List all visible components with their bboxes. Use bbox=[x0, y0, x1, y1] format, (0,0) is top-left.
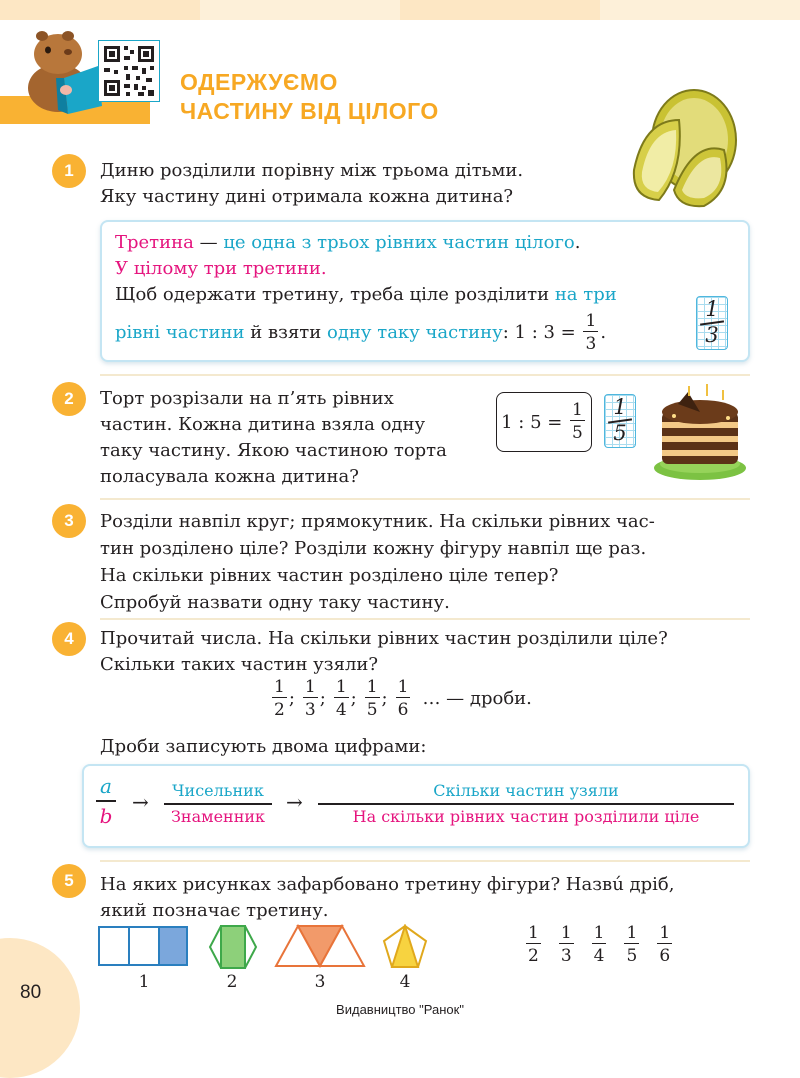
rule-definition: це одна з трьох рівних частин цілого bbox=[223, 232, 575, 253]
task-3-number: 3 bbox=[52, 504, 86, 538]
fraction-denominator: 3 bbox=[560, 946, 572, 966]
scheme-ab bbox=[96, 774, 116, 828]
task-1-line-1: Диню розділили порівну між трьома дітьми. bbox=[100, 160, 524, 181]
top-strip-1 bbox=[0, 0, 200, 20]
top-strip-4 bbox=[600, 0, 800, 20]
rule-line-4-highlight-2: одну таку частину bbox=[327, 322, 503, 343]
fraction-numerator: 1 bbox=[335, 677, 347, 697]
rule-period: . bbox=[574, 232, 581, 253]
publisher: Видавництво "Ранок" bbox=[336, 1002, 464, 1017]
task-2-fraction bbox=[570, 401, 585, 443]
fraction-denominator: 5 bbox=[626, 946, 638, 966]
t5-fraction-1-3 bbox=[559, 924, 574, 966]
fraction-separator: ; bbox=[319, 688, 326, 709]
rule-fraction-denominator: 3 bbox=[585, 334, 597, 354]
scheme-a: a bbox=[100, 774, 112, 798]
fraction-numerator: 1 bbox=[626, 923, 638, 943]
separator-2 bbox=[100, 498, 750, 500]
task-1-text bbox=[100, 158, 523, 210]
task-4-text bbox=[100, 626, 668, 678]
task-2-line-4: поласувала кожна дитина? bbox=[100, 466, 359, 487]
task-3-line-2: тин розділено ціле? Розділи кожну фігуру навпіл ще раз. bbox=[100, 538, 647, 559]
handwritten-fraction-one-third bbox=[696, 296, 728, 350]
task-2-line-3: таку частину. Якою частиною торта bbox=[100, 440, 447, 461]
task-5-line-2: який позначає третину. bbox=[100, 900, 329, 921]
hw-numerator-5: 1 bbox=[613, 395, 627, 419]
fraction-1-5 bbox=[365, 678, 380, 720]
task-4-line-3: Дроби записують двома цифрами: bbox=[100, 736, 427, 757]
scheme-meanings-bar bbox=[318, 803, 734, 805]
t5-fraction-1-5 bbox=[624, 924, 639, 966]
melon-illustration-icon bbox=[624, 80, 744, 210]
rule-fraction bbox=[583, 312, 598, 354]
rule-line-4-highlight-1: рівні частини bbox=[115, 322, 245, 343]
separator-4 bbox=[100, 860, 750, 862]
task-3-line-3: На скільки рівних частин розділено ціле тепер? bbox=[100, 565, 559, 586]
rule-term: Третина bbox=[115, 232, 194, 253]
rule-line-1 bbox=[115, 230, 617, 256]
fraction-numerator: 1 bbox=[528, 923, 539, 943]
task-4-fraction-row bbox=[270, 678, 532, 720]
rule-line-2: У цілому три третини. bbox=[115, 258, 327, 279]
fraction-numerator: 1 bbox=[304, 677, 316, 697]
task-1-rule-text bbox=[115, 230, 617, 308]
task-2-line-1: Торт розрізали на п’ять рівних bbox=[100, 388, 394, 409]
fraction-denominator: 2 bbox=[274, 700, 285, 720]
top-strip-3 bbox=[400, 0, 600, 20]
task-2-number: 2 bbox=[52, 382, 86, 416]
fraction-denominator: 5 bbox=[366, 700, 378, 720]
title-line-1: ОДЕРЖУЄМО bbox=[180, 69, 338, 95]
hw-denominator-5: 5 bbox=[613, 421, 627, 445]
rule-line-3 bbox=[115, 282, 617, 308]
task-2-fraction-numerator: 1 bbox=[572, 400, 583, 420]
shape-2-label: 2 bbox=[226, 972, 238, 992]
fraction-numerator: 1 bbox=[560, 923, 572, 943]
fraction-numerator: 1 bbox=[593, 923, 605, 943]
fraction-denominator: 4 bbox=[593, 946, 605, 966]
fraction-1-6 bbox=[396, 678, 411, 720]
shape-1-rectangle-icon bbox=[98, 926, 190, 968]
task-4-number: 4 bbox=[52, 622, 86, 656]
t5-fraction-1-6 bbox=[657, 924, 672, 966]
hw-numerator: 1 bbox=[705, 297, 719, 321]
scheme-bottom-text: На скільки рівних частин розділили ціле bbox=[352, 806, 700, 826]
fractions-tail: … — дроби. bbox=[422, 688, 532, 709]
rule-line-4 bbox=[115, 312, 606, 354]
task-2-text bbox=[100, 386, 447, 490]
fraction-numerator: 1 bbox=[274, 677, 285, 697]
task-4-line-2: Скільки таких частин узяли? bbox=[100, 654, 379, 675]
task-2-line-2: частин. Кожна дитина взяла одну bbox=[100, 414, 426, 435]
task-1-line-2: Яку частину дині отримала кожна дитина? bbox=[100, 186, 514, 207]
cake-illustration-icon bbox=[648, 378, 752, 482]
task-2-fraction-denominator: 5 bbox=[572, 423, 583, 443]
rule-fraction-numerator: 1 bbox=[585, 311, 597, 331]
rule-line-4-period: . bbox=[600, 322, 607, 343]
fraction-separator: ; bbox=[381, 688, 388, 709]
scheme-numerator: Чисельник bbox=[172, 781, 264, 800]
page-number: 80 bbox=[20, 982, 42, 1003]
shape-3-label: 3 bbox=[314, 972, 326, 992]
scheme-ab-bar bbox=[96, 800, 116, 802]
scheme-terms-bar bbox=[164, 803, 272, 805]
scheme-terms bbox=[164, 780, 272, 828]
task-3-line-4: Спробуй назвати одну таку частину. bbox=[100, 592, 450, 613]
scheme-denominator: Знаменник bbox=[170, 806, 266, 826]
shape-1-label: 1 bbox=[138, 972, 150, 992]
rule-expression: : 1 : 3 = bbox=[502, 322, 582, 343]
fraction-denominator: 6 bbox=[397, 700, 409, 720]
scheme-arrow-2: → bbox=[286, 790, 303, 814]
task-4-line-1: Прочитай числа. На скільки рівних частин розділили ціле? bbox=[100, 628, 668, 649]
fraction-1-2 bbox=[272, 678, 287, 720]
rule-line-3-highlight: на три bbox=[554, 284, 617, 305]
task-3-line-1: Розділи навпіл круг; прямокутник. На скільки рівних час- bbox=[100, 511, 655, 532]
page-title bbox=[180, 68, 439, 126]
qr-code-icon bbox=[98, 40, 160, 102]
fraction-denominator: 4 bbox=[335, 700, 347, 720]
fraction-separator: ; bbox=[350, 688, 357, 709]
top-strip-2 bbox=[200, 0, 400, 20]
task-2-expression: 1 : 5 = bbox=[501, 411, 569, 433]
scheme-b: b bbox=[99, 803, 113, 828]
fraction-denominator: 2 bbox=[528, 946, 539, 966]
hw-denominator: 3 bbox=[705, 323, 719, 347]
fraction-separator: ; bbox=[288, 688, 295, 709]
fraction-denominator: 3 bbox=[304, 700, 316, 720]
task-5-number: 5 bbox=[52, 864, 86, 898]
fraction-1-3 bbox=[303, 678, 318, 720]
task-1-number: 1 bbox=[52, 154, 86, 188]
fraction-numerator: 1 bbox=[397, 677, 409, 697]
handwritten-fraction-one-fifth bbox=[604, 394, 636, 448]
shape-4-pentagon-icon bbox=[382, 924, 428, 970]
separator-1 bbox=[100, 374, 750, 376]
task-3-text bbox=[100, 508, 655, 616]
task-5-text bbox=[100, 872, 674, 924]
capybara-mascot-icon bbox=[18, 28, 110, 114]
shape-4-label: 4 bbox=[399, 972, 411, 992]
scheme-top-text: Скільки частин узяли bbox=[433, 781, 619, 800]
fraction-1-4 bbox=[334, 678, 349, 720]
title-line-2: ЧАСТИНУ ВІД ЦІЛОГО bbox=[180, 98, 439, 124]
task-5-fraction-row bbox=[524, 924, 674, 966]
t5-fraction-1-2 bbox=[526, 924, 541, 966]
rule-line-3-text: Щоб одержати третину, треба ціле розділити bbox=[115, 284, 555, 305]
rule-dash: — bbox=[193, 232, 224, 253]
separator-3 bbox=[100, 618, 750, 620]
scheme-arrow-1: → bbox=[132, 790, 149, 814]
fraction-denominator: 6 bbox=[659, 946, 671, 966]
task-5-line-1: На яких рисунках зафарбовано третину фігури? Назвú дріб, bbox=[100, 874, 675, 895]
t5-fraction-1-4 bbox=[592, 924, 607, 966]
rule-line-4-text: й взяти bbox=[244, 322, 327, 343]
shape-3-triangles-icon bbox=[274, 924, 366, 968]
fraction-numerator: 1 bbox=[659, 923, 671, 943]
shape-2-hexagon-icon bbox=[208, 924, 258, 970]
task-2-expression-box bbox=[496, 392, 592, 452]
scheme-meanings bbox=[318, 780, 734, 828]
fraction-numerator: 1 bbox=[366, 677, 378, 697]
